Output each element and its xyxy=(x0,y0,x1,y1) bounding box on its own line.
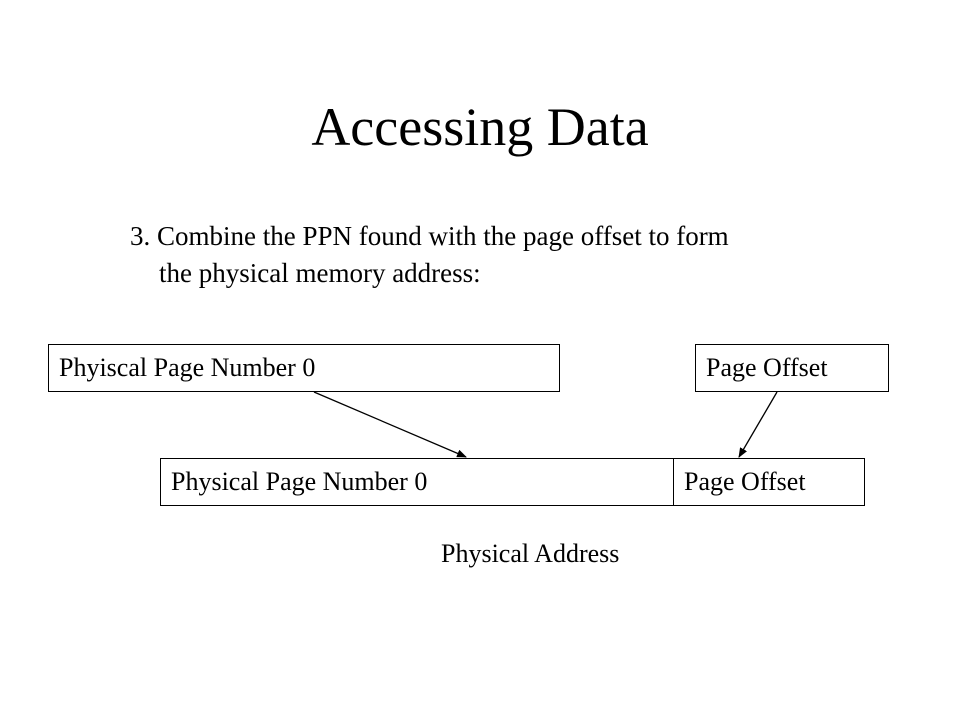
physical-address-offset-box: Page Offset xyxy=(673,458,865,506)
source-ppn-box: Phyiscal Page Number 0 xyxy=(48,344,560,392)
step-text xyxy=(130,218,890,292)
step-text-line-1: 3. Combine the PPN found with the page offset to form xyxy=(130,221,729,251)
slide-title: Accessing Data xyxy=(311,97,649,157)
physical-address-caption: Physical Address xyxy=(441,539,620,568)
source-offset-box: Page Offset xyxy=(695,344,889,392)
step-text-line-2: the physical memory address: xyxy=(159,258,481,288)
ppn-arrow xyxy=(314,392,466,457)
physical-address-ppn-box: Physical Page Number 0 xyxy=(160,458,675,506)
offset-arrow xyxy=(739,392,777,457)
